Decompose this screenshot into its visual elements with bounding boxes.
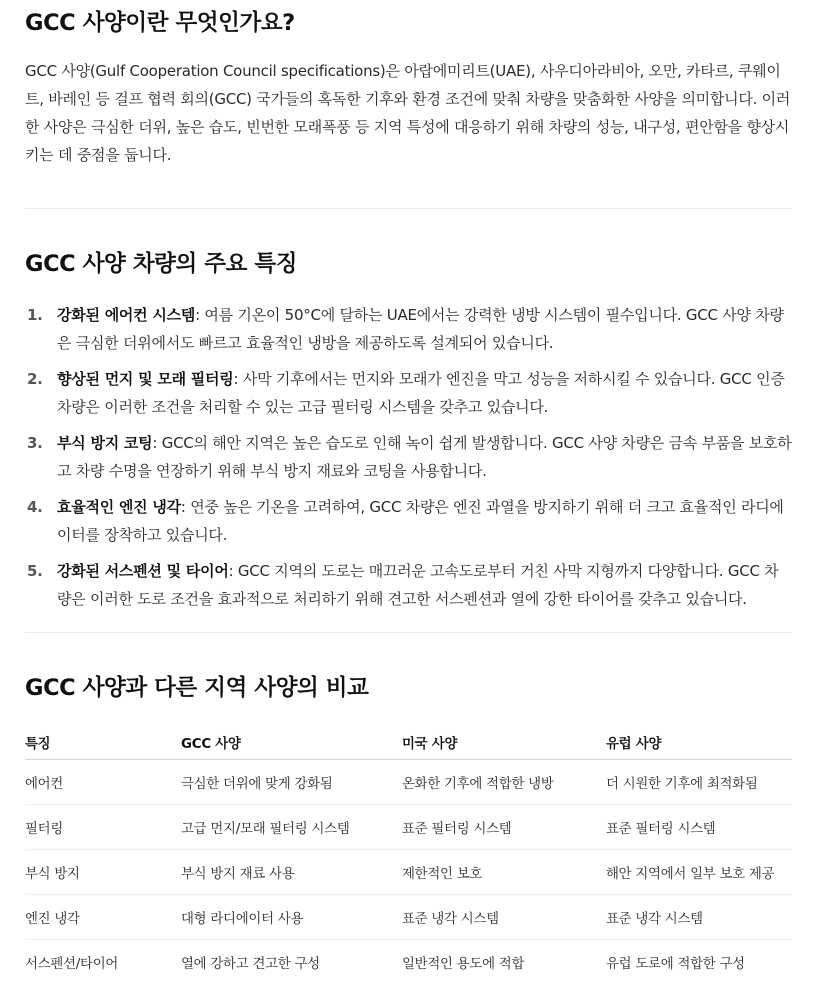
list-item-term: 강화된 서스펜션 및 타이어 <box>57 562 229 580</box>
section-divider <box>25 632 792 633</box>
table-cell: 표준 필터링 시스템 <box>606 805 792 850</box>
table-cell: 표준 냉각 시스템 <box>402 895 606 940</box>
list-item-term: 향상된 먼지 및 모래 필터링 <box>57 370 234 388</box>
list-number: 1. <box>27 306 43 324</box>
list-item-text: : 사막 기후에서는 먼지와 모래가 엔진을 막고 성능을 저하시킬 수 있습니다. GCC 인증 차량은 이러한 조건을 처리할 수 있는 고급 필터링 시스템을 갖추고 있습니다. <box>57 370 785 416</box>
table-cell: 표준 냉각 시스템 <box>606 895 792 940</box>
table-cell: 제한적인 보호 <box>402 850 606 895</box>
table-cell: 더 시원한 기후에 최적화됨 <box>606 760 792 805</box>
list-item <box>25 557 792 613</box>
list-item <box>25 301 792 357</box>
list-number: 2. <box>27 370 43 388</box>
list-item <box>25 429 792 485</box>
list-number: 3. <box>27 434 43 452</box>
table-cell: 극심한 더위에 맞게 강화됨 <box>181 760 402 805</box>
table-header-cell: GCC 사양 <box>181 725 402 760</box>
list-item-text: : GCC 지역의 도로는 매끄러운 고속도로부터 거친 사막 지형까지 다양합니다. GCC 차량은 이러한 도로 조건을 효과적으로 처리하기 위해 견고한 서스펜션과 열에 강한 타이어를 갖추고 있습니다. <box>57 562 779 608</box>
table-cell: 표준 필터링 시스템 <box>402 805 606 850</box>
table-cell: 유럽 도로에 적합한 구성 <box>606 956 745 972</box>
list-item-term: 부식 방지 코팅 <box>57 434 153 452</box>
table-cell: 열에 강하고 견고한 구성 <box>181 956 320 972</box>
section-divider <box>25 208 792 209</box>
table-cell: 해안 지역에서 일부 보호 제공 <box>606 850 792 895</box>
table-row <box>25 850 792 895</box>
features-list <box>25 301 792 613</box>
table-header-row <box>25 725 792 760</box>
comparison-table <box>25 725 792 984</box>
table-cell: 부식 방지 재료 사용 <box>181 850 402 895</box>
list-item-term: 강화된 에어컨 시스템 <box>57 306 196 324</box>
table-cell: 에어컨 <box>25 760 181 805</box>
list-item-term: 효율적인 엔진 냉각 <box>57 498 181 516</box>
section-heading-what-is-gcc: GCC 사양이란 무엇인가요? <box>25 10 295 36</box>
intro-paragraph: GCC 사양(Gulf Cooperation Council specifications)은 아랍에미리트(UAE), 사우디아라비아, 오만, 카타르, 쿠웨이트, 바레인 등 걸프 협력 회의(GCC) 국가들의 혹독한 기후와 환경 조건에 맞춰 차량을 맞춤화한 사양을 의미합니다. 이러한 사양은 극심한 더위, 높은 습도, 빈번한 모래폭풍 등 지역 특성에 대응하기 위해 차량의 성능, 내구성, 편안함을 향상시키는 데 중점을 둡니다. <box>25 62 791 164</box>
section-heading-comparison: GCC 사양과 다른 지역 사양의 비교 <box>25 675 369 701</box>
list-item-text: : 여름 기온이 50°C에 달하는 UAE에서는 강력한 냉방 시스템이 필수입니다. GCC 사양 차량은 극심한 더위에서도 빠르고 효율적인 냉방을 제공하도록 설계되어 있습니다. <box>57 306 784 352</box>
table-cell: 필터링 <box>25 805 181 850</box>
table-cell: 엔진 냉각 <box>25 895 181 940</box>
table-row <box>25 760 792 805</box>
section-heading-features: GCC 사양 차량의 주요 특징 <box>25 251 298 277</box>
table-header-cell: 미국 사양 <box>402 725 606 760</box>
list-number: 4. <box>27 498 43 516</box>
table-cell: 온화한 기후에 적합한 냉방 <box>402 760 606 805</box>
table-row <box>25 895 792 940</box>
list-item <box>25 365 792 421</box>
table-cell: 부식 방지 <box>25 850 181 895</box>
table-cell: 대형 라디에이터 사용 <box>181 895 402 940</box>
list-item-text: : 연중 높은 기온을 고려하여, GCC 차량은 엔진 과열을 방지하기 위해 더 크고 효율적인 라디에이터를 장착하고 있습니다. <box>57 498 784 544</box>
table-row <box>25 805 792 850</box>
list-item <box>25 493 792 549</box>
list-item-text: : GCC의 해안 지역은 높은 습도로 인해 녹이 쉽게 발생합니다. GCC 사양 차량은 금속 부품을 보호하고 차량 수명을 연장하기 위해 부식 방지 재료와 코팅을 사용합니다. <box>57 434 792 480</box>
list-number: 5. <box>27 562 43 580</box>
table-cell: 서스펜션/타이어 <box>25 956 119 972</box>
table-row <box>25 940 792 985</box>
table-header-cell: 특징 <box>25 725 181 760</box>
table-cell: 고급 먼지/모래 필터링 시스템 <box>181 805 402 850</box>
table-header-cell: 유럽 사양 <box>606 725 792 760</box>
table-cell: 일반적인 용도에 적합 <box>402 956 525 972</box>
